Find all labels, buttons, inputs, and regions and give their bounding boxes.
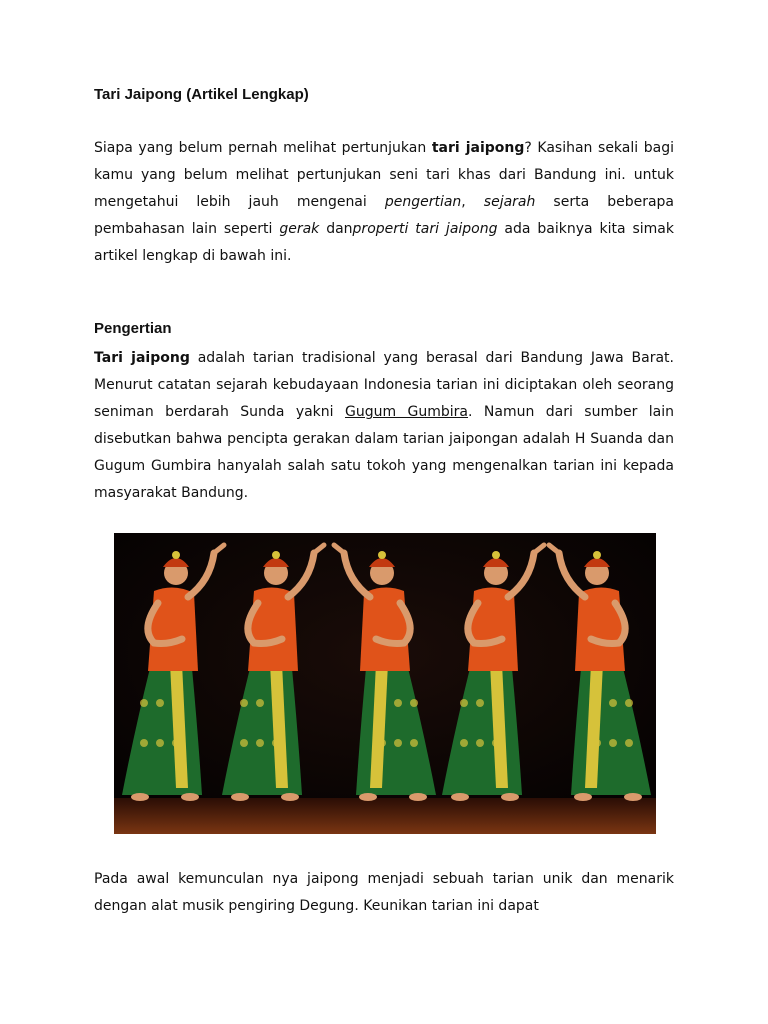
dancer-top — [575, 587, 625, 671]
section-heading: Pengertian — [94, 320, 172, 337]
dancer-top — [360, 587, 410, 671]
headdress-ornament — [272, 551, 280, 559]
batik-dot — [140, 699, 148, 707]
dancer-top — [148, 587, 198, 671]
batik-dot — [625, 699, 633, 707]
batik-dot — [609, 699, 617, 707]
batik-dot — [256, 739, 264, 747]
batik-dot — [240, 699, 248, 707]
headdress-ornament — [172, 551, 180, 559]
italic-term: properti tari jaipong — [352, 221, 498, 237]
dancer-foot — [451, 793, 469, 801]
batik-dot — [156, 739, 164, 747]
batik-dot — [460, 699, 468, 707]
dancer-foot — [281, 793, 299, 801]
bold-term: Tari jaipong — [94, 350, 190, 366]
batik-dot — [410, 699, 418, 707]
bold-term: tari jaipong — [431, 140, 525, 156]
page-title: Tari Jaipong (Artikel Lengkap) — [94, 86, 309, 103]
closing-paragraph: Pada awal kemunculan nya jaipong menjadi sebuah tarian unik dan menarik dengan alat musik pengiring Degung. Keunikan tarian ini dapat — [94, 871, 674, 914]
batik-dot — [256, 699, 264, 707]
headdress-ornament — [593, 551, 601, 559]
intro-paragraph: Siapa yang belum pernah melihat pertunjukan tari jaipong? Kasihan sekali bagi kamu yang belum melihat pertunjukan seni tari khas dari Bandung ini. untuk mengetahui lebih jauh mengenai pengertian, sejarah serta beberapa pembahasan lain seperti gerak danproperti tari jaipong ada baiknya kita simak artikel lengkap di bawah ini. — [94, 140, 675, 264]
italic-term: gerak — [279, 221, 320, 237]
dancer-foot — [359, 793, 377, 801]
dancers-illustration — [114, 533, 656, 834]
dancer-foot — [501, 793, 519, 801]
batik-dot — [394, 739, 402, 747]
stage-floor — [114, 798, 656, 834]
batik-dot — [460, 739, 468, 747]
dancer-foot — [409, 793, 427, 801]
batik-dot — [140, 739, 148, 747]
batik-dot — [476, 739, 484, 747]
batik-dot — [410, 739, 418, 747]
underlined-name: Gugum Gumbira — [344, 404, 469, 420]
dancer-top — [468, 587, 518, 671]
headdress-ornament — [492, 551, 500, 559]
batik-dot — [394, 699, 402, 707]
dancer-foot — [574, 793, 592, 801]
batik-dot — [609, 739, 617, 747]
batik-dot — [240, 739, 248, 747]
dancer-foot — [624, 793, 642, 801]
definition-paragraph: Tari jaipong adalah tarian tradisional yang berasal dari Bandung Jawa Barat. Menurut catatan sejarah kebudayaan Indonesia tarian ini diciptakan oleh seorang seniman berdarah Sunda yakni Gugum Gumbira. Namun dari sumber lain disebutkan bahwa pencipta gerakan dalam tarian jaipongan adalah H Suanda dan Gugum Gumbira hanyalah salah satu tokoh yang mengenalkan tarian ini kepada masyarakat Bandung. — [94, 350, 675, 501]
dancer-foot — [181, 793, 199, 801]
italic-term: sejarah — [483, 194, 536, 210]
batik-dot — [156, 699, 164, 707]
dancer-top — [248, 587, 298, 671]
headdress-ornament — [378, 551, 386, 559]
batik-dot — [476, 699, 484, 707]
dancers-photo — [114, 533, 656, 834]
batik-dot — [625, 739, 633, 747]
dancer-foot — [131, 793, 149, 801]
italic-term: pengertian — [384, 194, 462, 210]
dancer-foot — [231, 793, 249, 801]
